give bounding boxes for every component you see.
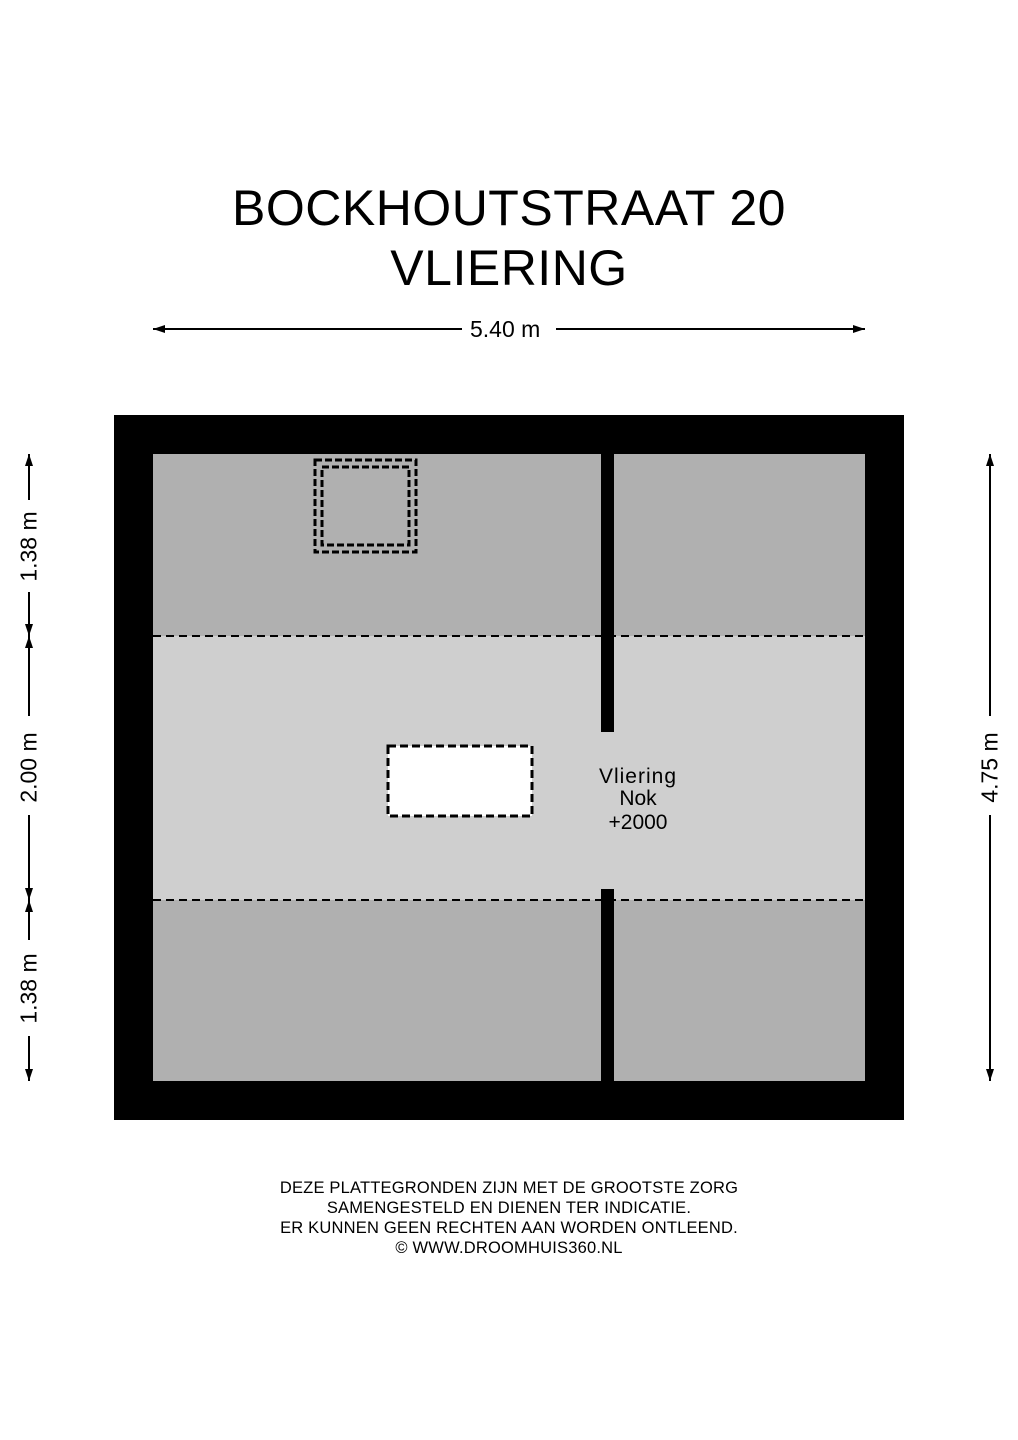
partition-wall-lower — [601, 889, 614, 1081]
disclaimer — [0, 1178, 1018, 1258]
width-dimension-label: 5.40 m — [470, 316, 541, 342]
low-height-zone-bottom — [153, 900, 865, 1081]
depth-bottom-dimension-label: 1.38 m — [15, 953, 42, 1024]
ridge-label: Nok — [619, 787, 657, 810]
ridge-height: +2000 — [608, 811, 668, 834]
floorplan-floor-title: VLIERING — [390, 240, 628, 296]
room-name: Vliering — [598, 765, 678, 788]
room-label — [578, 766, 698, 834]
disclaimer-line: DEZE PLATTEGRONDEN ZIJN MET DE GROOTSTE ZORG — [279, 1179, 739, 1197]
floorplan-address-title: BOCKHOUTSTRAAT 20 — [232, 180, 786, 236]
low-height-zone-top — [153, 454, 865, 636]
depth-top-dimension-label: 1.38 m — [15, 511, 42, 582]
partition-wall-upper — [601, 454, 614, 732]
attic-hatch-opening — [388, 746, 532, 816]
depth-total-dimension-label: 4.75 m — [976, 732, 1003, 803]
disclaimer-line: SAMENGESTELD EN DIENEN TER INDICATIE. — [326, 1199, 692, 1217]
depth-middle-dimension-label: 2.00 m — [15, 732, 42, 803]
disclaimer-line: ER KUNNEN GEEN RECHTEN AAN WORDEN ONTLEEND. — [280, 1219, 738, 1237]
copyright-line: © WWW.DROOMHUIS360.NL — [395, 1239, 623, 1257]
